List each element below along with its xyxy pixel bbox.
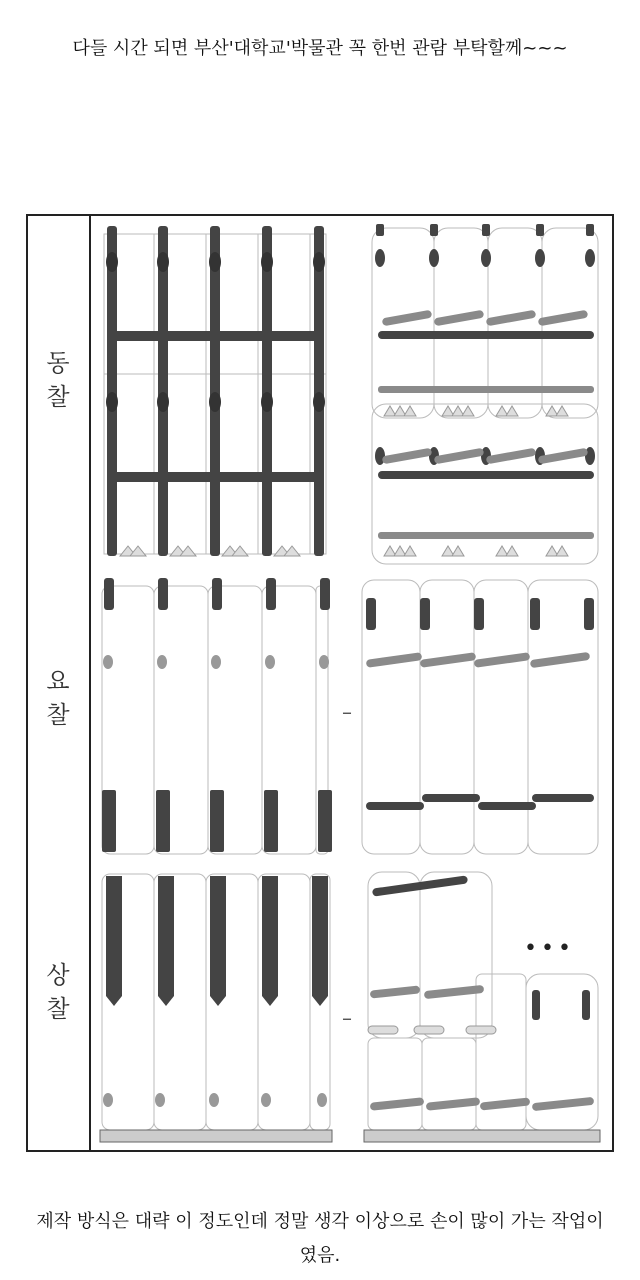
row3-dash: – <box>342 1006 352 1030</box>
row-label-dongchal: 동 찰 <box>46 349 70 411</box>
top-caption: 다들 시간 되면 부산'대학교'박물관 꼭 한번 관람 부탁할께~~~ <box>72 38 568 59</box>
armor-diagram <box>26 214 614 1154</box>
row-label-sangchal: 상 찰 <box>46 961 70 1023</box>
row-label-yochal: 요 찰 <box>46 667 70 729</box>
bottom-caption: 제작 방식은 대략 이 정도인데 정말 생각 이상으로 손이 많이 가는 작업이였음. <box>36 1211 604 1266</box>
armor-construction-figure <box>26 214 614 1154</box>
ellipsis-dots: ••• <box>524 936 575 961</box>
row2-dash: – <box>342 700 352 724</box>
